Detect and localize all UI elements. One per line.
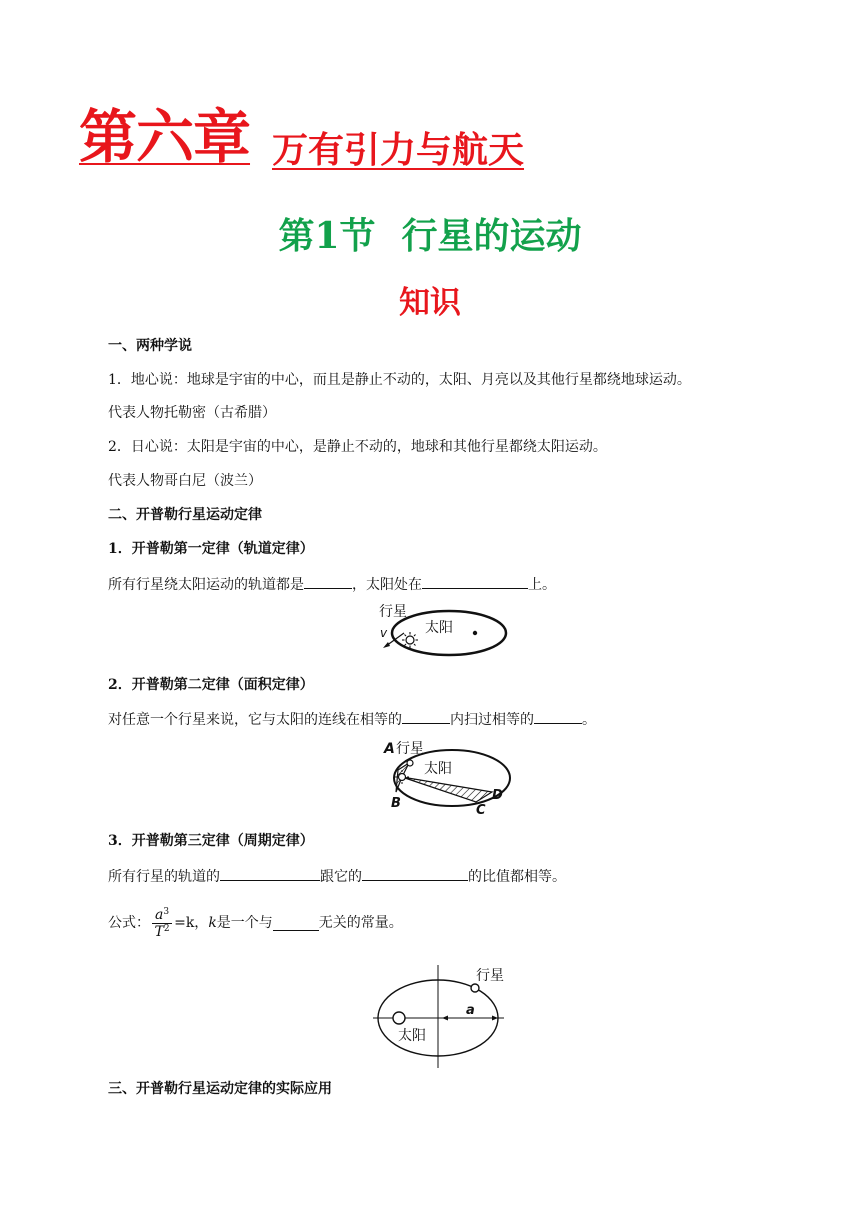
law3-text-a: 所有行星的轨道的 (108, 869, 220, 885)
label-planet: 行星 (379, 604, 407, 620)
focus-point (473, 631, 477, 635)
formula-t: T (154, 923, 164, 940)
label-sun: 太阳 (425, 620, 453, 636)
heading-two-theories: 一、两种学说 (108, 338, 192, 354)
knowledge-heading: 知识 (399, 285, 461, 321)
law1-title: 1．开普勒第一定律（轨道定律） (108, 541, 314, 557)
paragraph-heliocentric: 2．日心说：太阳是宇宙的中心，是静止不动的，地球和其他行星都绕太阳运动。 (108, 439, 607, 455)
formula-tail-b: 无关的常量。 (318, 915, 403, 931)
law3-text-c: 的比值都相等。 (468, 869, 566, 885)
sun-icon (393, 1012, 405, 1024)
formula-exp-2: 2 (163, 923, 170, 934)
law2-text-b: 内扫过相等的 (450, 712, 534, 728)
label-velocity: v (380, 626, 388, 640)
law2-text-a: 对任意一个行星来说，它与太阳的连线在相等的 (108, 712, 402, 728)
section-name: 行星的运动 (401, 215, 582, 257)
paragraph-copernicus: 代表人物哥白尼（波兰） (108, 473, 262, 489)
blank-equal-area[interactable] (534, 709, 582, 724)
heading-kepler-laws: 二、开普勒行星运动定律 (108, 507, 262, 523)
law2-title: 2．开普勒第二定律（面积定律） (108, 677, 314, 693)
figure-third-law (370, 962, 520, 1068)
label-axis-a: a (466, 1003, 475, 1018)
label-sun: 太阳 (424, 761, 452, 777)
law1-text-c: 上。 (528, 577, 556, 593)
label-d: D (492, 788, 503, 803)
label-planet: 行星 (396, 741, 424, 757)
law2-statement (108, 709, 596, 729)
formula-exp-3: 3 (163, 906, 170, 917)
law1-text-a: 所有行星绕太阳运动的轨道都是 (108, 577, 304, 593)
blank-period[interactable] (362, 866, 468, 881)
law1-statement (108, 574, 556, 594)
label-b: B (391, 796, 401, 811)
formula-label: 公式： (108, 915, 150, 931)
formula-tail-a: 是一个与 (216, 915, 273, 931)
formula-numerator (152, 907, 172, 924)
section-title (0, 215, 860, 257)
law3-statement (108, 866, 566, 886)
label-sun: 太阳 (398, 1028, 426, 1044)
arrow-right-icon (492, 1016, 498, 1021)
planet-icon (471, 984, 479, 992)
label-a: A (384, 741, 395, 757)
law2-text-c: 。 (582, 712, 596, 728)
formula-k: k (208, 915, 217, 931)
blank-constant-independent[interactable] (273, 916, 319, 931)
blank-sun-position[interactable] (422, 574, 528, 589)
arrow-head-icon (383, 642, 390, 648)
formula-equals: =k， (174, 915, 209, 931)
formula-line (108, 902, 403, 944)
planet-icon (407, 760, 413, 766)
figure-second-law (380, 736, 520, 820)
formula-fraction (152, 907, 172, 940)
law1-text-b: ，太阳处在 (352, 577, 422, 593)
chapter-number: 第六章 (79, 103, 251, 171)
formula-denominator (155, 924, 170, 940)
arrow-left-icon (442, 1016, 448, 1021)
section-number: 第1节 (278, 215, 376, 257)
law3-text-b: 跟它的 (320, 869, 362, 885)
blank-semi-major-axis[interactable] (220, 866, 320, 881)
swept-area-cd (402, 777, 492, 802)
figure-first-law (374, 600, 514, 660)
formula-a: a (155, 906, 164, 923)
law3-title: 3．开普勒第三定律（周期定律） (108, 833, 314, 849)
label-planet: 行星 (476, 968, 504, 984)
paragraph-ptolemy: 代表人物托勒密（古希腊） (108, 405, 276, 421)
label-c: C (476, 803, 486, 818)
chapter-title: 万有引力与航天 (272, 129, 525, 171)
blank-equal-time[interactable] (402, 709, 450, 724)
heading-kepler-applications: 三、开普勒行星运动定律的实际应用 (108, 1081, 332, 1097)
paragraph-geocentric: 1．地心说：地球是宇宙的中心，而且是静止不动的，太阳、月亮以及其他行星都绕地球运动。 (108, 372, 691, 388)
blank-orbit-shape[interactable] (304, 574, 352, 589)
